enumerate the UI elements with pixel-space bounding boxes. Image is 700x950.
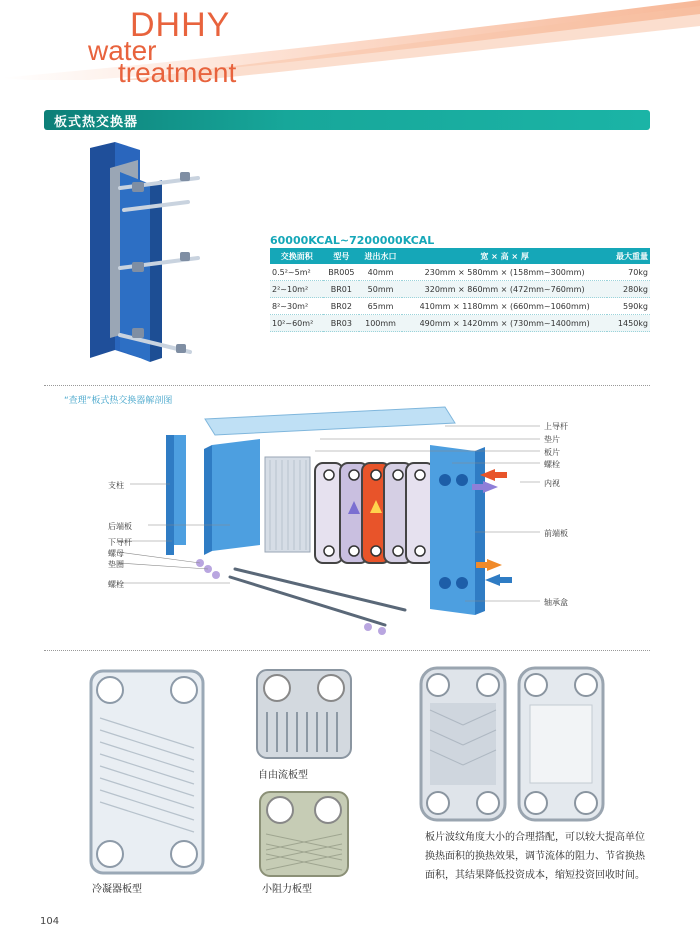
table-row	[270, 281, 650, 298]
cell-port: 50mm	[359, 281, 402, 298]
cell-area: 0.5²~5m²	[270, 264, 323, 281]
low-resistance-plate-image	[258, 790, 350, 878]
cell-model: BR02	[323, 298, 359, 315]
col-header-dimensions: 宽 × 高 × 厚	[402, 248, 608, 264]
cell-area: 10²~60m²	[270, 315, 323, 332]
label-plate: 板片	[544, 448, 560, 457]
support-column-shape	[172, 435, 186, 545]
label-front-end-plate: 前端板	[544, 529, 568, 538]
divider	[44, 385, 650, 386]
plate-pack-shape	[265, 457, 310, 552]
cell-weight: 70kg	[607, 264, 650, 281]
table-row	[270, 315, 650, 332]
section-title: 板式热交换器	[54, 115, 139, 130]
condenser-plate-image	[88, 668, 206, 876]
cell-port: 100mm	[359, 315, 402, 332]
col-header-port: 进出水口	[359, 248, 402, 264]
label-washer: 垫圈	[108, 560, 124, 569]
cell-weight: 590kg	[607, 298, 650, 315]
exploded-diagram	[100, 405, 660, 645]
brand-tagline-treatment: treatment	[118, 57, 237, 88]
brand-name: DHHY	[130, 6, 231, 44]
bolt-rods-shape	[230, 569, 405, 625]
cell-model: BR03	[323, 315, 359, 332]
diagram-title: “查理”板式热交换器解剖图	[64, 396, 173, 406]
cell-dimensions: 320mm × 860mm × (472mm~760mm)	[402, 281, 608, 298]
col-header-weight: 最大重量	[607, 248, 650, 264]
cell-model: BR005	[323, 264, 359, 281]
spec-table	[270, 248, 650, 332]
plate-sample-left-image	[418, 665, 508, 823]
capacity-range-heading: 60000KCAL~7200000KCAL	[270, 234, 435, 247]
label-bolt-right: 螺栓	[544, 460, 560, 469]
label-lower-guide-bar: 下导杆	[108, 538, 132, 547]
cell-dimensions: 230mm × 580mm × (158mm~300mm)	[402, 264, 608, 281]
label-bolt-left: 螺栓	[108, 580, 124, 589]
brand-tagline-water: water	[88, 35, 157, 66]
table-row	[270, 298, 650, 315]
spec-table-header-row	[270, 248, 650, 264]
cell-dimensions: 410mm × 1180mm × (660mm~1060mm)	[402, 298, 608, 315]
front-end-plate-shape	[430, 445, 475, 615]
cell-weight: 1450kg	[607, 315, 650, 332]
label-gasket: 垫片	[544, 435, 560, 444]
rear-end-plate-shape	[212, 439, 260, 551]
divider	[44, 650, 650, 651]
cell-port: 65mm	[359, 298, 402, 315]
label-rear-end-plate: 后端板	[108, 522, 132, 531]
label-bearing-box: 轴承盒	[544, 598, 568, 607]
caption-condenser-plate: 冷凝器板型	[92, 884, 142, 895]
table-row	[270, 264, 650, 281]
cell-area: 8²~30m²	[270, 298, 323, 315]
caption-free-flow-plate: 自由流板型	[258, 770, 308, 781]
cell-port: 40mm	[359, 264, 402, 281]
label-nut: 螺母	[108, 549, 124, 558]
label-inner-view: 内视	[544, 479, 560, 488]
page-number: 104	[40, 916, 60, 927]
cell-area: 2²~10m²	[270, 281, 323, 298]
label-support-column: 支柱	[108, 481, 124, 490]
col-header-area: 交换面积	[270, 248, 323, 264]
plate-description: 板片波纹角度大小的合理搭配，可以较大提高单位换热面积的换热效果，调节流体的阻力、节省换热面积，其结果降低投资成本，缩短投资回收时间。	[425, 832, 645, 881]
cell-model: BR01	[323, 281, 359, 298]
label-upper-guide-bar: 上导杆	[544, 422, 568, 431]
heat-exchanger-photo	[80, 140, 210, 365]
cell-weight: 280kg	[607, 281, 650, 298]
cell-dimensions: 490mm × 1420mm × (730mm~1400mm)	[402, 315, 608, 332]
upper-guide-bar-shape	[205, 407, 455, 435]
caption-low-resistance-plate: 小阻力板型	[262, 884, 312, 895]
col-header-model: 型号	[323, 248, 359, 264]
free-flow-plate-image	[255, 668, 353, 760]
plate-sample-right-image	[516, 665, 606, 823]
